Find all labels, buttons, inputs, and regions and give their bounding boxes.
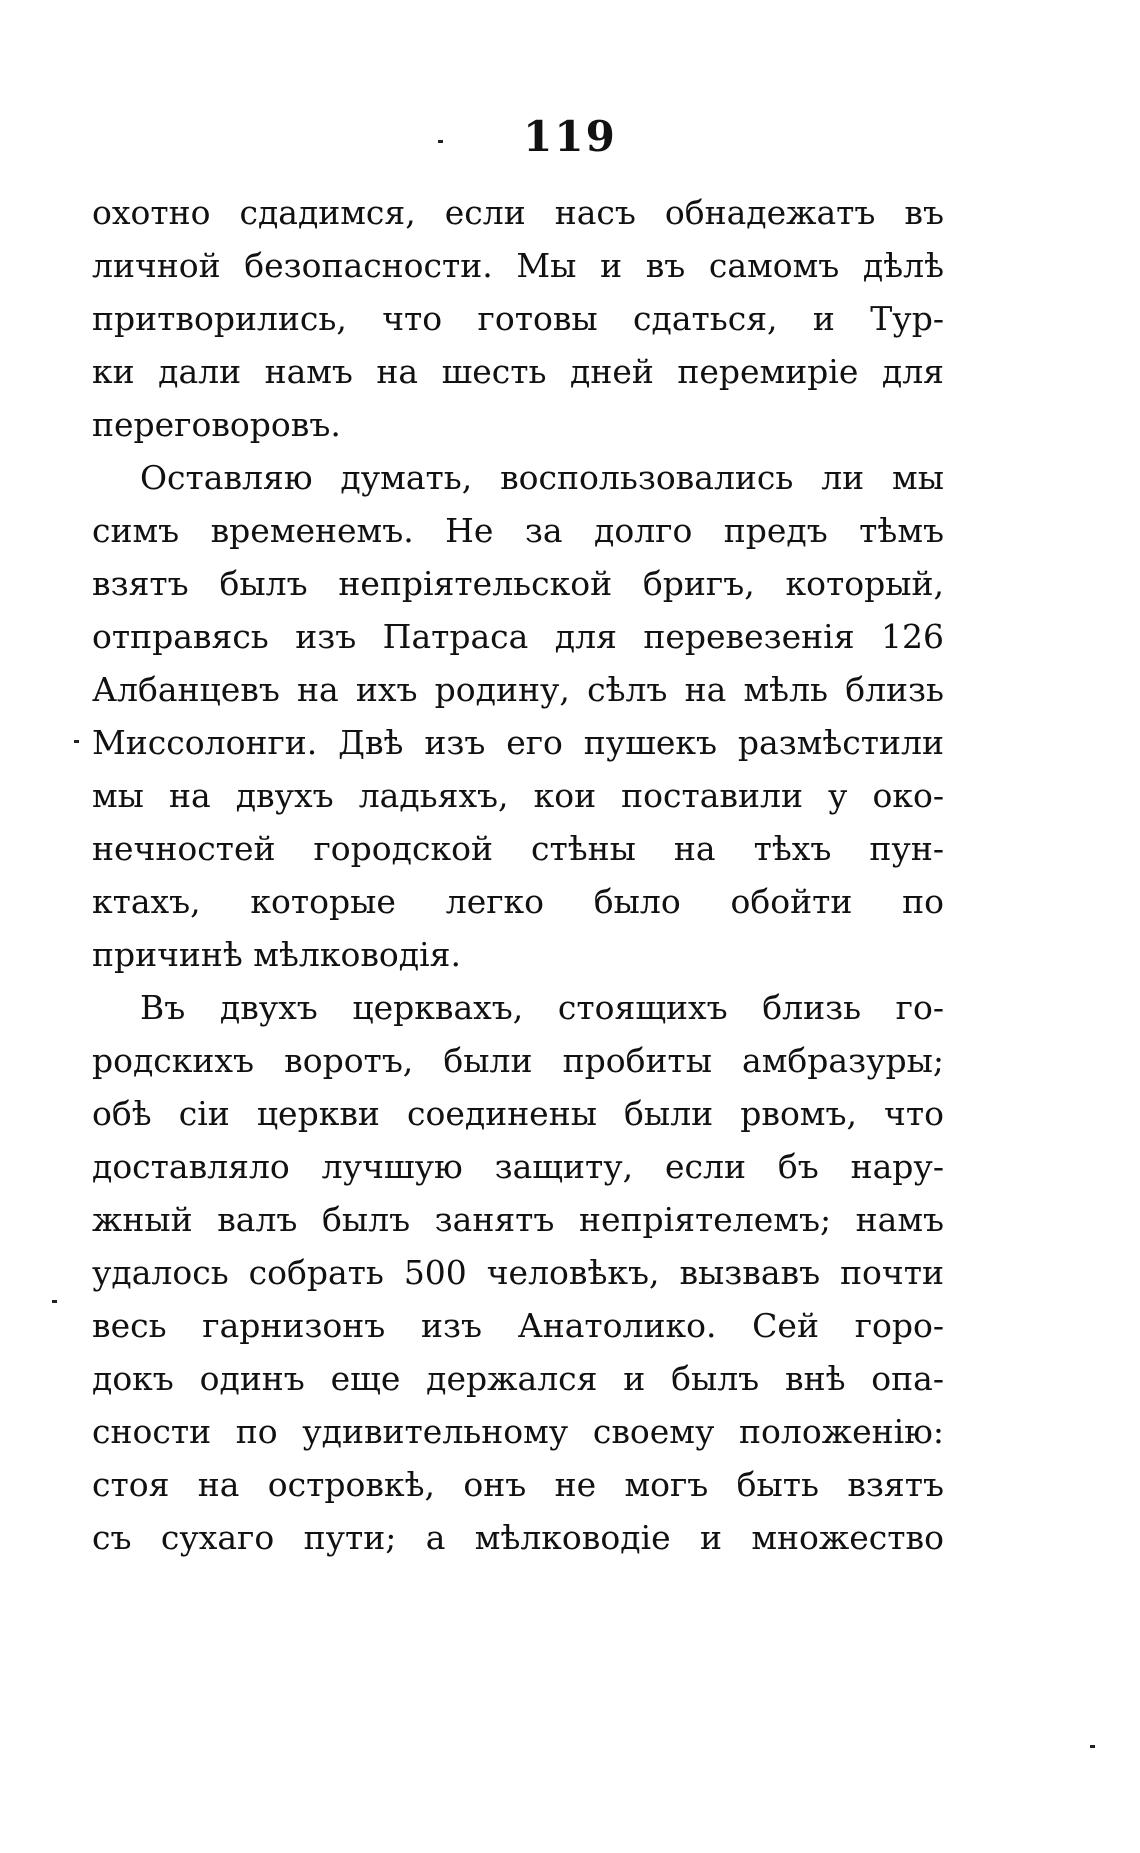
scan-speck: [52, 1300, 57, 1303]
page-number: 119: [523, 112, 617, 161]
text-line: охотно сдадимся, если насъ обнадежатъ въ: [92, 193, 944, 232]
paragraph: [92, 451, 944, 981]
text-line: Въ двухъ церквахъ, стоящихъ близь го-: [140, 988, 944, 1027]
text-line: взятъ былъ непріятельской бригъ, который,: [92, 564, 944, 603]
text-line: доставляло лучшую защиту, если бъ нару-: [92, 1147, 944, 1186]
text-line: личной безопасности. Мы и въ самомъ дѣлѣ: [92, 246, 944, 285]
text-line: Оставляю думать, воспользовались ли мы: [140, 458, 944, 497]
scan-speck: [1090, 1745, 1095, 1748]
scan-speck: [438, 140, 443, 143]
text-line: притворились, что готовы сдаться, и Тур-: [92, 299, 944, 338]
paragraph: [92, 981, 944, 1564]
text-line: жный валъ былъ занятъ непріятелемъ; намъ: [92, 1200, 944, 1239]
text-line: Миссолонги. Двѣ изъ его пушекъ размѣстили: [92, 723, 944, 762]
text-line: удалось собрать 500 человѣкъ, вызвавъ почти: [92, 1253, 944, 1292]
body-text: [92, 186, 944, 1564]
text-line: нечностей городской стѣны на тѣхъ пун-: [92, 829, 944, 868]
text-line: Албанцевъ на ихъ родину, сѣлъ на мѣль близь: [92, 670, 944, 709]
text-line: отправясь изъ Патраса для перевезенія 126: [92, 617, 944, 656]
text-line: весь гарнизонъ изъ Анатолико. Сей горо-: [92, 1306, 944, 1345]
text-line: ки дали намъ на шесть дней перемиріе для: [92, 352, 944, 391]
text-line: симъ временемъ. Не за долго предъ тѣмъ: [92, 511, 944, 550]
text-line: причинѣ мѣлководія.: [92, 935, 461, 974]
text-line: съ сухаго пути; а мѣлководіе и множество: [92, 1518, 944, 1557]
scan-speck: [74, 740, 79, 743]
paragraph: [92, 186, 944, 451]
text-line: ктахъ, которые легко было обойти по: [92, 882, 944, 921]
text-line: сности по удивительному своему положенію:: [92, 1412, 944, 1451]
text-line: стоя на островкѣ, онъ не могъ быть взятъ: [92, 1465, 944, 1504]
text-line: родскихъ воротъ, были пробиты амбразуры;: [92, 1041, 944, 1080]
text-line: мы на двухъ ладьяхъ, кои поставили у око-: [92, 776, 944, 815]
text-line: переговоровъ.: [92, 405, 341, 444]
text-line: докъ одинъ еще держался и былъ внѣ опа-: [92, 1359, 944, 1398]
text-line: обѣ сіи церкви соединены были рвомъ, что: [92, 1094, 944, 1133]
